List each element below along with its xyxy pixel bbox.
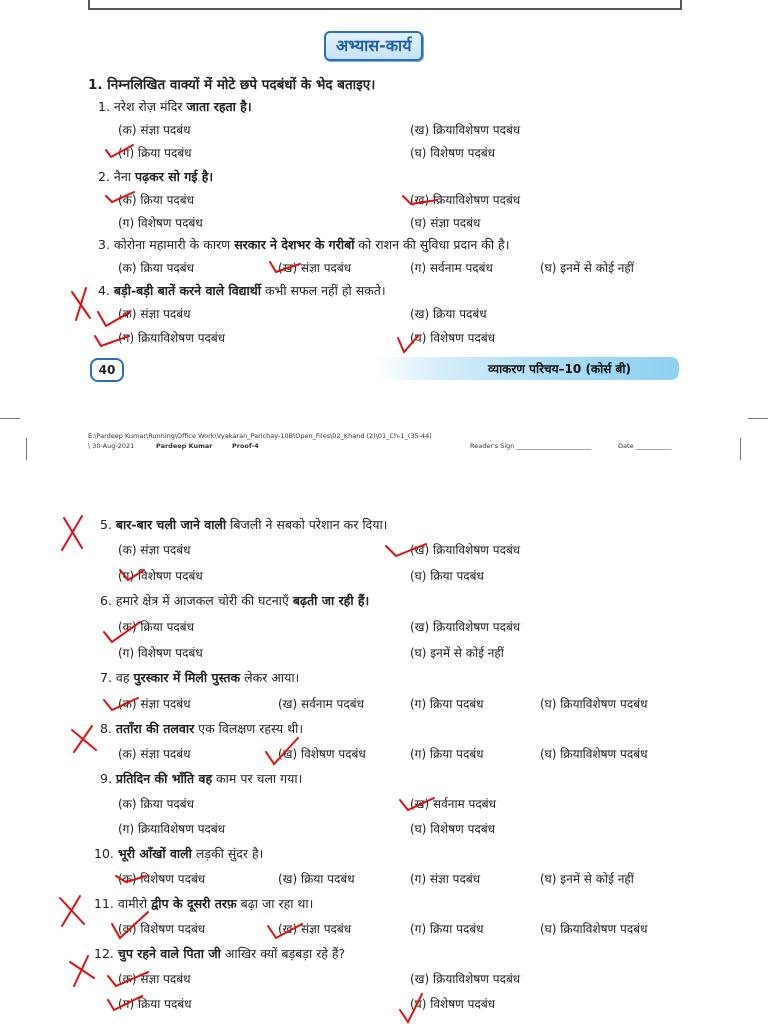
option: (क) क्रिया पदबंध [118, 261, 195, 275]
option: (घ) क्रियाविशेषण पदबंध [540, 922, 648, 936]
question-number: 4. [98, 283, 110, 298]
question-text: बिजली ने सबको परेशान कर दिया। [226, 517, 388, 532]
question-number: 3. [98, 237, 110, 252]
question-text: नरेश रोज़ मंदिर [113, 99, 187, 114]
question-number: 8. [100, 721, 112, 736]
option: (घ) इनमें से कोई नहीं [540, 261, 634, 275]
question-text: कभी सफल नहीं हो सकते। [260, 283, 386, 298]
option: (ख) सर्वनाम पदबंध [278, 697, 364, 711]
section-heading: अभ्यास-कार्य [324, 31, 423, 61]
option: (क) क्रिया पदबंध [118, 620, 195, 634]
question-bold-phrase: चुप रहने वाले पिता जी [117, 946, 221, 961]
question-text: लड़की सुंदर है। [191, 846, 264, 861]
option: (क) विशेषण पदबंध [118, 922, 206, 936]
question-text: काम पर चला गया। [212, 771, 303, 786]
option: (ख) क्रियाविशेषण पदबंध [410, 123, 521, 137]
tick-mark [398, 336, 418, 352]
option: (ख) क्रियाविशेषण पदबंध [410, 193, 521, 207]
option: (क) संज्ञा पदबंध [118, 747, 191, 761]
option: (घ) इनमें से कोई नहीं [540, 872, 634, 886]
instruction-text: 1. निम्नलिखित वाक्यों में मोटे छपे पदबंधों के भेद बताइए। [88, 77, 376, 93]
option: (घ) क्रियाविशेषण पदबंध [540, 697, 648, 711]
tick-mark [108, 972, 148, 986]
option: (क) क्रिया पदबंध [118, 193, 195, 207]
option: (घ) इनमें से कोई नहीं [410, 646, 504, 660]
question-text: बढ़ा जा रहा था। [236, 896, 314, 911]
option: (ख) क्रिया पदबंध [410, 307, 487, 321]
option: (ग) क्रिया पदबंध [410, 697, 484, 711]
option: (घ) विशेषण पदबंध [410, 822, 496, 836]
tick-mark [104, 622, 140, 642]
option: (क) संज्ञा पदबंध [118, 123, 191, 137]
option: (घ) विशेषण पदबंध [410, 331, 496, 345]
question-number: 5. [100, 517, 112, 532]
question-number: 10. [94, 846, 114, 861]
option: (ग) क्रिया पदबंध [118, 146, 192, 160]
tick-mark [268, 924, 302, 938]
tick-mark [95, 336, 129, 346]
question-text: नैना [113, 169, 136, 184]
question-bold-phrase: जाता रहता है। [186, 99, 252, 114]
option: (क) संज्ञा पदबंध [118, 697, 191, 711]
option: (ख) विशेषण पदबंध [278, 747, 366, 761]
question-bold-phrase: पुरस्कार में मिली पुस्तक [133, 670, 241, 685]
option: (ख) सर्वनाम पदबंध [410, 797, 496, 811]
option: (ग) विशेषण पदबंध [118, 569, 203, 583]
option: (ख) क्रियाविशेषण पदबंध [410, 972, 521, 986]
question-bold-phrase: सरकार ने देशभर के गरीबों [234, 237, 355, 252]
question-bold-phrase: बढ़ती जा रही हैं। [292, 593, 370, 608]
tick-mark [106, 145, 133, 157]
option: (ख) संज्ञा पदबंध [278, 261, 352, 275]
question-text: वह [115, 670, 134, 685]
question-number: 12. [94, 946, 114, 961]
question-text: वामीरो [117, 896, 152, 911]
option: (घ) क्रिया पदबंध [410, 569, 484, 583]
proof-label: Proof-4 [232, 442, 259, 450]
option: (ग) सर्वनाम पदबंध [410, 261, 493, 275]
tick-mark [266, 738, 298, 764]
option: (घ) क्रियाविशेषण पदबंध [540, 747, 648, 761]
tick-mark [400, 798, 434, 810]
question-number: 9. [100, 771, 112, 786]
cross-mark [70, 956, 94, 986]
print-date: \ 30-Aug-2021 [88, 442, 135, 450]
option: (ग) क्रिया पदबंध [410, 747, 484, 761]
option: (क) संज्ञा पदबंध [118, 972, 191, 986]
option: (ख) क्रियाविशेषण पदबंध [410, 543, 521, 557]
page-number: 40 [90, 358, 124, 382]
option: (ग) क्रियाविशेषण पदबंध [118, 822, 226, 836]
question-text: एक विलक्षण रहस्य थी। [194, 721, 304, 736]
option: (ख) संज्ञा पदबंध [278, 922, 352, 936]
question-text: आखिर क्यों बड़बड़ा रहे हैं? [220, 946, 346, 961]
date-label: Date ___________ [618, 442, 672, 450]
question-text: को राशन की सुविधा प्रदान की है। [354, 237, 510, 252]
question-number: 11. [94, 896, 114, 911]
question-text: कोरोना महामारी के कारण [113, 237, 235, 252]
option: (घ) संज्ञा पदबंध [410, 216, 481, 230]
option: (ग) विशेषण पदबंध [118, 216, 203, 230]
question-bold-phrase: पढ़कर सो गई है। [135, 169, 214, 184]
option: (क) संज्ञा पदबंध [118, 307, 191, 321]
option: (ख) क्रियाविशेषण पदबंध [410, 620, 521, 634]
tick-mark [108, 996, 142, 1010]
tick-mark [104, 698, 138, 710]
cross-mark [72, 288, 90, 320]
tick-mark [403, 196, 437, 204]
tick-mark [106, 192, 134, 202]
tick-mark [116, 876, 146, 882]
question-bold-phrase: तताँरा की तलवार [115, 721, 195, 736]
question-bold-phrase: द्वीप के दूसरी तरफ़ [151, 896, 237, 911]
option: (ग) संज्ञा पदबंध [410, 872, 481, 886]
question-text: हमारे क्षेत्र में आजकल चोरी की घटनाएँ [115, 593, 293, 608]
question-number: 2. [98, 169, 110, 184]
question-bold-phrase: भूरी आँखों वाली [117, 846, 192, 861]
option: (घ) विशेषण पदबंध [410, 997, 496, 1011]
option: (क) विशेषण पदबंध [118, 872, 206, 886]
question-number: 6. [100, 593, 112, 608]
option: (घ) विशेषण पदबंध [410, 146, 496, 160]
question-number: 1. [98, 99, 110, 114]
readers-sign: Reader's Sign _______________________ [470, 442, 592, 450]
tick-mark [120, 570, 144, 580]
question-bold-phrase: प्रतिदिन की भाँति वह [115, 771, 213, 786]
option: (क) संज्ञा पदबंध [118, 543, 191, 557]
option: (ग) क्रियाविशेषण पदबंध [118, 331, 226, 345]
option: (ख) क्रिया पदबंध [278, 872, 355, 886]
tick-mark [386, 544, 426, 556]
question-bold-phrase: बड़ी-बड़ी बातें करने वाले विद्यार्थी [113, 283, 261, 298]
tick-mark [400, 994, 422, 1022]
option: (ग) क्रिया पदबंध [118, 997, 192, 1011]
tick-mark [270, 262, 300, 272]
tick-mark [112, 912, 148, 938]
cross-mark [62, 516, 82, 550]
question-text: लेकर आया। [240, 670, 300, 685]
tick-mark [98, 312, 130, 326]
cross-mark [72, 726, 96, 752]
question-number: 7. [100, 670, 112, 685]
cross-mark [60, 896, 84, 926]
print-author: Pardeep Kumar [156, 442, 213, 450]
option: (ग) क्रिया पदबंध [410, 922, 484, 936]
question-bold-phrase: बार-बार चली जाने वाली [115, 517, 227, 532]
book-title: व्याकरण परिचय–10 (कोर्स बी) [488, 362, 631, 376]
option: (क) क्रिया पदबंध [118, 797, 195, 811]
option: (ग) विशेषण पदबंध [118, 646, 203, 660]
file-path: E:\Pardeep Kumar\Running\Office Work\Vyakaran_Parichay-10B\Open_Files\02_Khand (2)\01_Ch-1_(35-44) [88, 432, 432, 440]
